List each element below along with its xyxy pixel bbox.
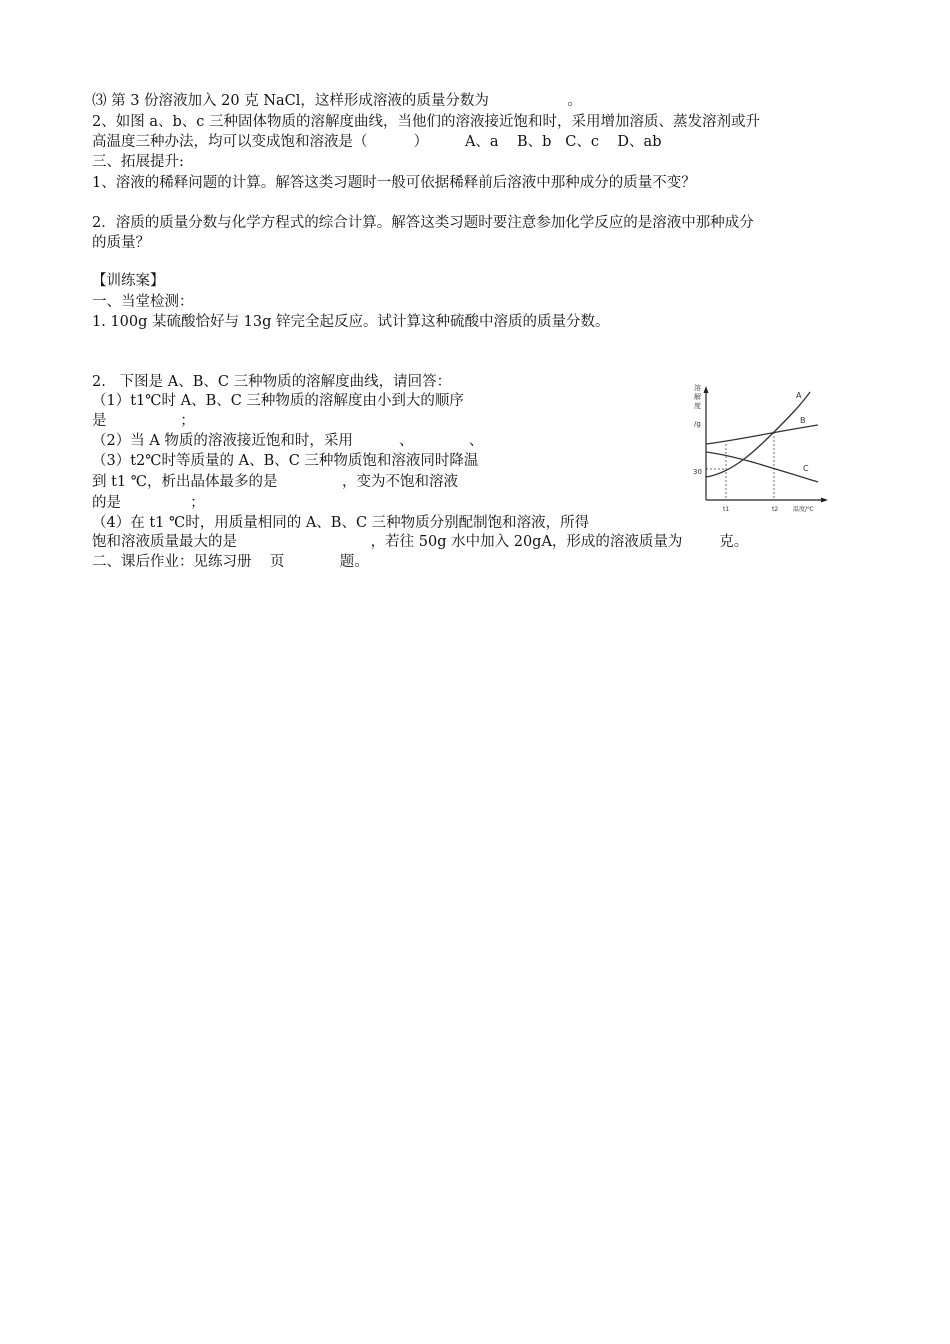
y-axis-label-char-3: 度	[694, 402, 701, 410]
curve-c	[706, 452, 818, 482]
text-line-7: 的质量？	[92, 235, 150, 251]
y-axis-label-char-2: 解	[694, 393, 701, 401]
text-line-8: 【训练案】	[92, 273, 165, 289]
text-line-10: 1. 100g 某硫酸恰好与 13g 锌完全起反应。试计算这种硫酸中溶质的质量分数。	[92, 314, 610, 330]
text-line-19: 饱和溶液质量最大的是 ，若往 50g 水中加入 20gA，形成的溶液质量为 克。	[92, 534, 749, 550]
text-line-1: ⑶ 第 3 份溶液加入 20 克 NaCl，这样形成溶液的质量分数为 。	[92, 93, 582, 109]
x-axis-arrow	[821, 498, 828, 503]
x-tick-t2: t2	[772, 506, 779, 513]
text-line-18: （4）在 t1 ℃时，用质量相同的 A、B、C 三种物质分别配制饱和溶液，所得	[92, 515, 590, 531]
solubility-curve-figure	[688, 378, 830, 518]
text-line-4: 三、拓展提升:	[92, 154, 184, 170]
text-line-6: 2．溶质的质量分数与化学方程式的综合计算。解答这类习题时要注意参加化学反应的是溶液中那种成分	[92, 215, 754, 231]
y-axis-arrow	[704, 386, 709, 393]
curve-label-a: A	[796, 391, 802, 400]
y-axis-label-char-1: 溶	[694, 384, 701, 392]
text-line-17: 的是 ；	[92, 495, 205, 511]
text-line-2: 2、如图 a、b、c 三种固体物质的溶解度曲线，当他们的溶液接近饱和时，采用增加溶质、蒸发溶剂或升	[92, 114, 760, 130]
text-line-12: （1）t1℃时 A、B、C 三种物质的溶解度由小到大的顺序	[92, 393, 464, 409]
curve-label-c: C	[803, 464, 809, 473]
text-line-20: 二、课后作业：见练习册 页 题。	[92, 554, 369, 570]
x-tick-t1: t1	[723, 506, 730, 513]
text-line-16: 到 t1 ℃，析出晶体最多的是 ，变为不饱和溶液	[92, 474, 459, 490]
text-line-15: （3）t2℃时等质量的 A、B、C 三种物质饱和溶液同时降温	[92, 453, 479, 469]
curve-b	[706, 425, 818, 444]
curve-label-b: B	[800, 416, 806, 425]
text-line-9: 一、当堂检测：	[92, 294, 194, 310]
text-line-13: 是 ；	[92, 413, 195, 429]
x-axis-label: 温度/℃	[793, 506, 814, 513]
text-line-14: （2）当 A 物质的溶液接近饱和时，采用 、 、	[92, 433, 484, 449]
text-line-11: 2. 下图是 A、B、C 三种物质的溶解度曲线，请回答：	[92, 374, 452, 390]
text-line-5: 1、溶液的稀释问题的计算。解答这类习题时一般可依据稀释前后溶液中那种成分的质量不变？	[92, 175, 696, 191]
text-line-3: 高温度三种办法，均可以变成饱和溶液是（ ） A、a B、b C、c D、ab	[92, 134, 662, 150]
y-axis-unit: /g	[694, 420, 701, 428]
y-tick-30: 30	[693, 468, 702, 476]
